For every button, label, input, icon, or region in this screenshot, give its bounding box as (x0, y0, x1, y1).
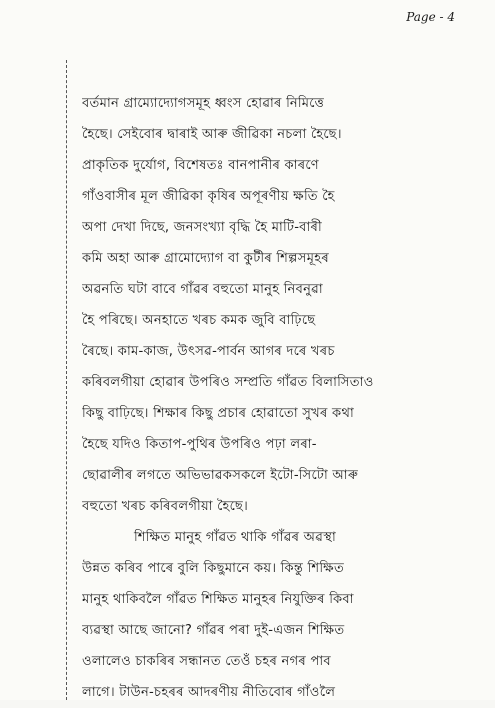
margin-line (66, 60, 67, 700)
text-line: প্ৰাকৃতিক দুৰ্যোগ, বিশেষতঃ বানপানীৰ কাৰণে (82, 158, 319, 173)
text-line: বৰ্তমান গ্ৰাম্যোদ্যোগসমূহ ধ্বংস হোৱাৰ নিমিত্তে (82, 96, 325, 111)
text-line: গাঁওবাসীৰ মূল জীৱিকা কৃষিৰ অপূৰণীয় ক্ষতি হৈ (82, 189, 335, 204)
text-line: বহুতো খৰচ কৰিবলগীয়া হৈছে। (82, 499, 249, 514)
page-number: Page - 4 (406, 10, 455, 24)
text-line: কৰিবলগীয়া হোৱাৰ উপৰিও সম্প্ৰতি গাঁৱত বিলাসিতাও (82, 375, 374, 390)
text-line: হৈছে যদিও কিতাপ-পুথিৰ উপৰিও পঢ়া লৰা- (82, 437, 317, 452)
text-line: ছোৱালীৰ লগতে অভিভাৱকসকলে ইটো-সিটো আৰু (82, 468, 359, 483)
text-line: লাগে। টাউন-চহৰৰ আদৰণীয় নীতিবোৰ গাঁওলৈ (82, 685, 336, 700)
text-line: শিক্ষিত মানুহ গাঁৱত থাকি গাঁৱৰ অৱস্থা (134, 530, 336, 545)
text-line: কিছু বাঢ়িছে। শিক্ষাৰ কিছু প্ৰচাৰ হোৱাতো সুখৰ কথা (82, 406, 355, 421)
text-line: কমি অহা আৰু গ্ৰামোদ্যোগ বা কুটীৰ শিল্পসমূহৰ (82, 251, 329, 266)
text-line: ৰৈছে। কাম-কাজ, উৎসৱ-পাৰ্বন আগৰ দৰে খৰচ (82, 344, 335, 359)
handwritten-text (82, 88, 482, 708)
text-line: হৈছে। সেইবোৰ দ্বাৰাই আৰু জীৱিকা নচলা হৈছে। (82, 127, 342, 142)
text-line: মানুহ থাকিবলৈ গাঁৱত শিক্ষিত মানুহৰ নিযুক্তিৰ কিবা (82, 592, 354, 607)
text-line: অপা দেখা দিছে, জনসংখ্যা বৃদ্ধি হৈ মাটি-বাৰী (82, 220, 322, 235)
text-line: উন্নত কৰিব পাৰে বুলি কিছুমানে কয়। কিন্তু শিক্ষিত (82, 561, 345, 576)
text-line: হৈ পৰিছে। অনহাতে খৰচ কমক জুবি বাঢ়িছে (82, 313, 316, 328)
text-line: ওলালেও চাকৰিৰ সন্ধানত তেওঁ চহৰ নগৰ পাব (82, 654, 331, 669)
text-line: ব্যৱস্থা আছে জানো? গাঁৱৰ পৰা দুই-এজন শিক্ষিত (82, 623, 345, 638)
text-line: অৱনতি ঘটা বাবে গাঁৱৰ বহুতো মানুহ নিবনুৱা (82, 282, 323, 297)
